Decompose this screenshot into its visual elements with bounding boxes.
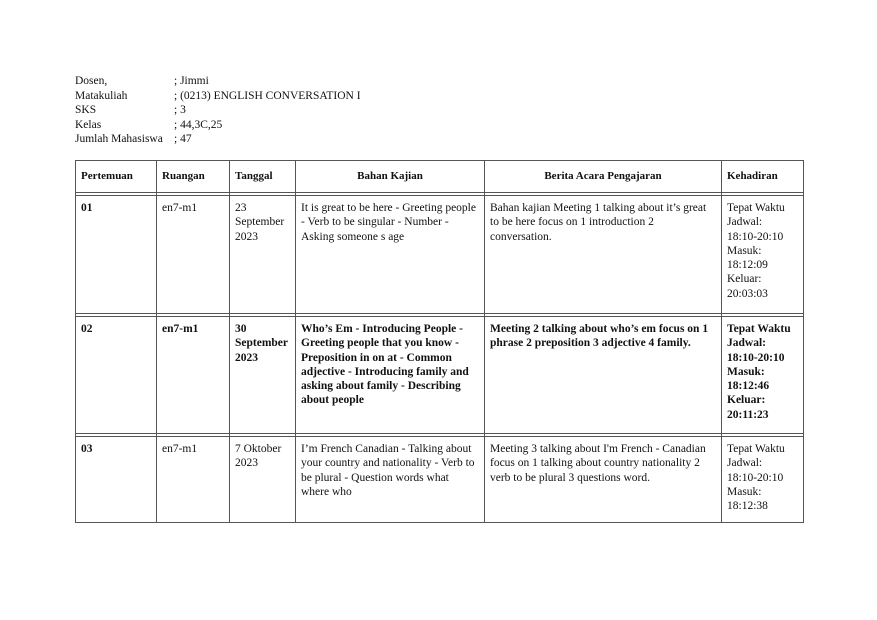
cell-kehadiran — [722, 317, 804, 434]
kehadiran-keluar-label: Keluar: — [727, 394, 766, 407]
kehadiran-jadwal-label: Jadwal: — [727, 337, 766, 350]
info-label: Kelas — [75, 118, 102, 131]
info-row-dosen — [75, 74, 361, 89]
header-kehadiran: Kehadiran — [722, 161, 804, 193]
table-row — [76, 317, 804, 434]
table-header-row — [76, 161, 804, 193]
info-label: Dosen, — [75, 75, 108, 87]
info-label: Jumlah Mahasiswa — [75, 133, 163, 146]
cell-pertemuan: 01 — [76, 196, 157, 314]
course-info — [75, 74, 361, 147]
kehadiran-masuk-value: 18:12:09 — [727, 259, 768, 272]
info-value: ; 3 — [174, 104, 186, 117]
kehadiran-masuk-value: 18:12:38 — [727, 500, 768, 513]
cell-bahan-kajian: Who’s Em - Introducing People - Greeting people that you know - Preposition in on at - Common adjective - Introducing family and asking about family - Describing about people — [296, 317, 485, 434]
cell-tanggal: 23 September 2023 — [230, 196, 296, 314]
kehadiran-jadwal-label: Jadwal: — [727, 216, 763, 229]
info-row-sks — [75, 103, 361, 118]
cell-pertemuan: 02 — [76, 317, 157, 434]
cell-bahan-kajian: I’m French Canadian - Talking about your country and nationality - Verb to be plural - Question words what where who — [296, 437, 485, 523]
info-label: Matakuliah — [75, 89, 128, 102]
kehadiran-status: Tepat Waktu — [727, 323, 791, 335]
info-row-matakuliah — [75, 89, 361, 104]
header-berita-acara: Berita Acara Pengajaran — [485, 161, 722, 193]
info-value: ; 47 — [174, 133, 192, 146]
cell-kehadiran — [722, 196, 804, 314]
kehadiran-keluar-value: 20:03:03 — [727, 287, 768, 300]
kehadiran-jadwal-value: 18:10-20:10 — [727, 351, 785, 364]
header-pertemuan: Pertemuan — [76, 161, 157, 193]
table-row — [76, 196, 804, 314]
kehadiran-status: Tepat Waktu — [727, 443, 785, 455]
table-row — [76, 437, 804, 523]
kehadiran-jadwal-value: 18:10-20:10 — [727, 471, 784, 484]
header-ruangan: Ruangan — [157, 161, 230, 193]
info-row-kelas — [75, 118, 361, 133]
kehadiran-keluar-value: 20:11:23 — [727, 408, 769, 421]
cell-berita-acara: Meeting 2 talking about who’s em focus on 1 phrase 2 preposition 3 adjective 4 family. — [485, 317, 722, 434]
info-row-jumlah-mahasiswa — [75, 132, 361, 147]
info-value: ; (0213) ENGLISH CONVERSATION I — [174, 89, 361, 102]
cell-pertemuan: 03 — [76, 437, 157, 523]
kehadiran-keluar-label: Keluar: — [727, 273, 762, 286]
header-bahan-kajian: Bahan Kajian — [296, 161, 485, 193]
kehadiran-masuk-label: Masuk: — [727, 485, 762, 498]
kehadiran-status: Tepat Waktu — [727, 202, 785, 214]
info-label: SKS — [75, 104, 97, 117]
cell-berita-acara: Meeting 3 talking about I'm French - Canadian focus on 1 talking about country nationality 2 verb to be plural 3 questions word. — [485, 437, 722, 523]
cell-tanggal: 30 September 2023 — [230, 317, 296, 434]
cell-ruangan: en7-m1 — [157, 437, 230, 523]
kehadiran-jadwal-value: 18:10-20:10 — [727, 230, 784, 243]
teaching-log-table — [75, 160, 804, 523]
kehadiran-masuk-label: Masuk: — [727, 365, 765, 378]
kehadiran-masuk-value: 18:12:46 — [727, 380, 770, 393]
kehadiran-jadwal-label: Jadwal: — [727, 457, 763, 470]
cell-tanggal: 7 Oktober 2023 — [230, 437, 296, 523]
info-value: ; Jimmi — [174, 75, 209, 87]
cell-ruangan: en7-m1 — [157, 196, 230, 314]
kehadiran-masuk-label: Masuk: — [727, 244, 762, 257]
header-tanggal: Tanggal — [230, 161, 296, 193]
cell-bahan-kajian: It is great to be here - Greeting people - Verb to be singular - Number - Asking someone s age — [296, 196, 485, 314]
cell-kehadiran — [722, 437, 804, 523]
cell-berita-acara: Bahan kajian Meeting 1 talking about it’s great to be here focus on 1 introduction 2 conversation. — [485, 196, 722, 314]
cell-ruangan: en7-m1 — [157, 317, 230, 434]
info-value: ; 44,3C,25 — [174, 118, 223, 131]
